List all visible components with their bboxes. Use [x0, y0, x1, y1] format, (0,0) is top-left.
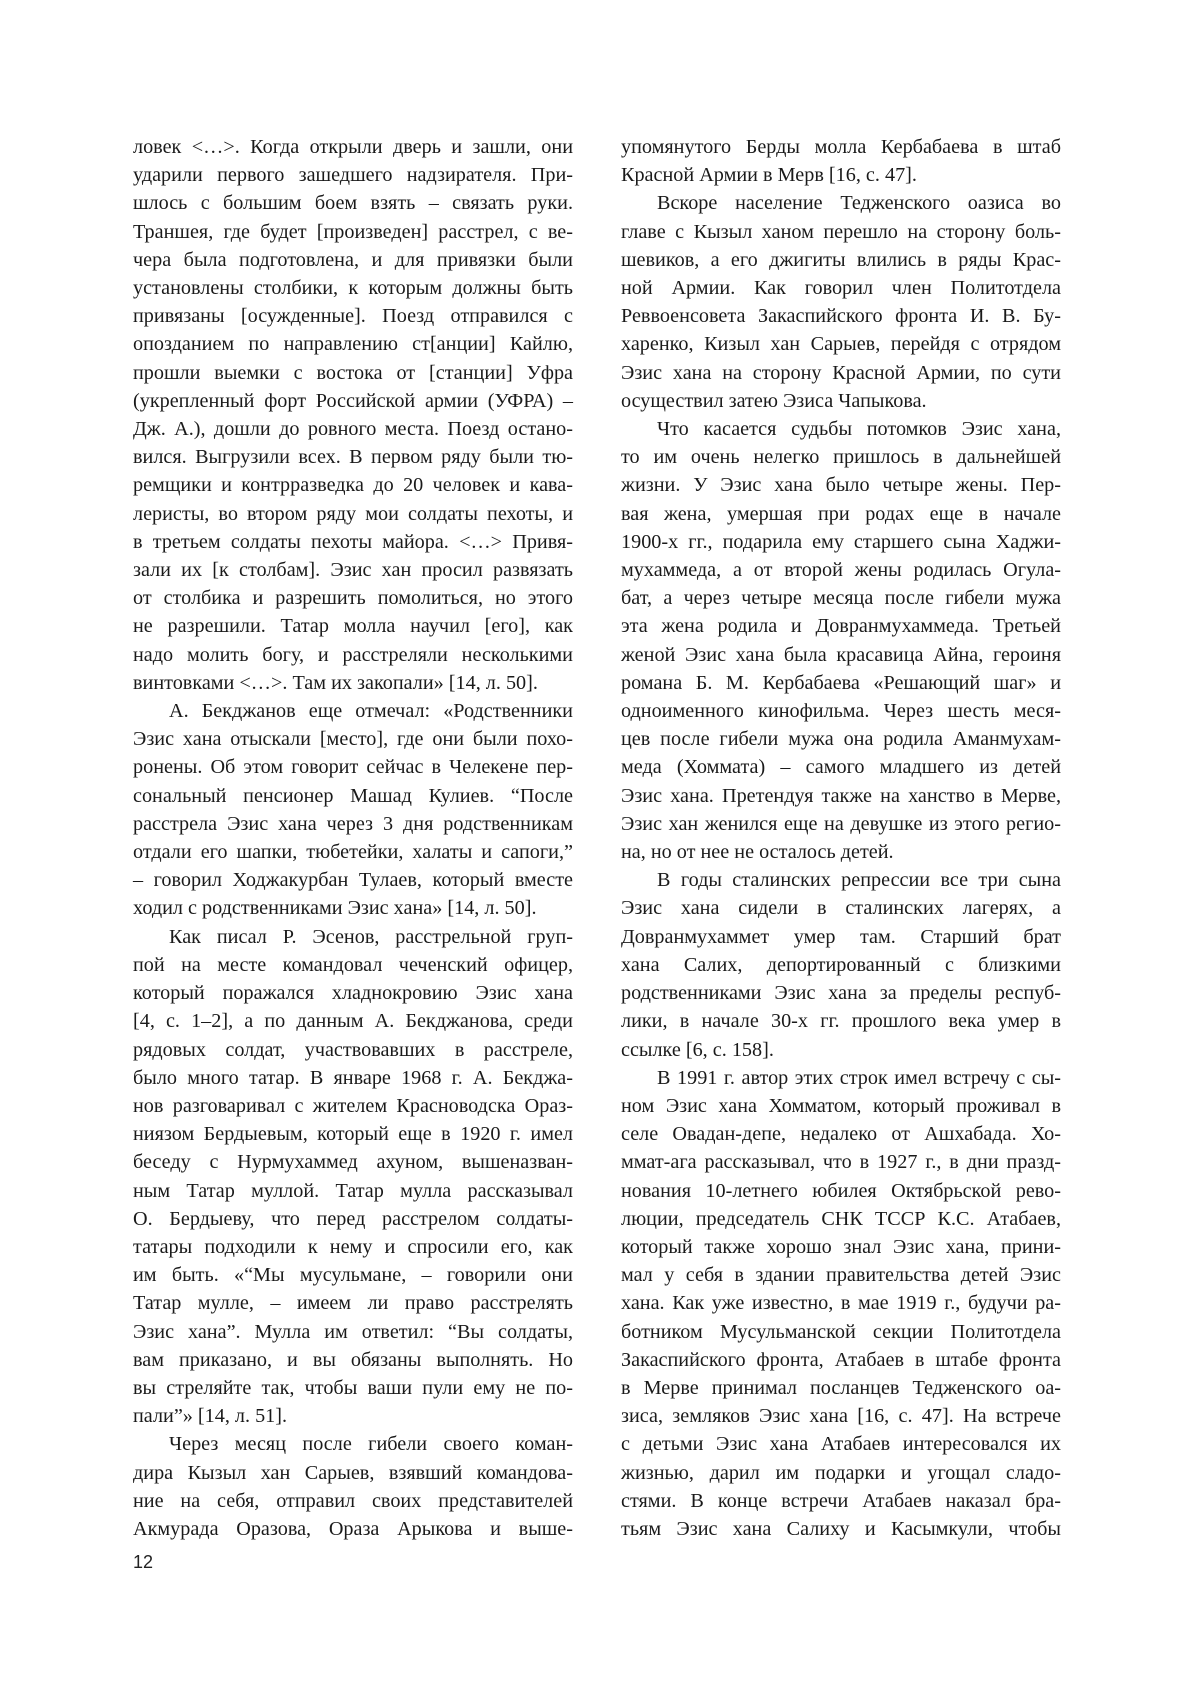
text-line: не разрешили. Татар молла научил [его], как — [133, 615, 573, 638]
text-line: шлось с большим боем взять – связать руки. — [133, 192, 573, 215]
text-line: селе Овадан-депе, недалеко от Ашхабада. Хо- — [621, 1123, 1061, 1146]
text-line: жизни. У Эзис хана было четыре жены. Пер- — [621, 474, 1061, 497]
text-line: ниязом Бердыевым, который еще в 1920 г. имел — [133, 1123, 573, 1146]
text-line: в Мерве принимал посланцев Тедженского оа- — [621, 1376, 1061, 1399]
text-line: романа Б. М. Кербабаева «Решающий шаг» и — [621, 671, 1061, 694]
paragraph-first-line: Через месяц после гибели своего коман- — [169, 1433, 573, 1456]
text-line: ботником Мусульманской секции Политотдела — [621, 1320, 1061, 1343]
text-line: (укрепленный форт Российской армии (УФРА) – — [133, 389, 573, 412]
text-line: Эзис хана. Претендуя также на ханство в Мерве, — [621, 784, 1061, 807]
text-line: зиса, земляков Эзис хана [16, с. 47]. На встрече — [621, 1405, 1061, 1428]
text-line: нов разговаривал с жителем Красноводска Ораз- — [133, 1094, 573, 1117]
text-line: родственниками Эзис хана за пределы респуб- — [621, 982, 1061, 1005]
text-line: ном Эзис хана Хомматом, который проживал в — [621, 1094, 1061, 1117]
text-line: с детьми Эзис хана Атабаев интересовался их — [621, 1433, 1061, 1456]
text-line: привязаны [осужденные]. Поезд отправился с — [133, 305, 573, 328]
text-line: меда (Хоммата) – самого младшего из детей — [621, 756, 1061, 779]
text-line: им быть. «“Мы мусульмане, – говорили они — [133, 1264, 573, 1287]
text-line: прошли выемки с востока от [станции] Уфра — [133, 361, 573, 384]
text-line: Татар мулле, – имеем ли право расстрелять — [133, 1292, 573, 1315]
text-line: эта жена родила и Довранмухаммеда. Третьей — [621, 615, 1061, 638]
text-line: леристы, во втором ряду мои солдаты пехоты, и — [133, 502, 573, 525]
paragraph-first-line: А. Бекджанов еще отмечал: «Родственники — [169, 700, 573, 723]
text-line: Дж. А.), дошли до ровного места. Поезд остано- — [133, 418, 573, 441]
text-line: то им очень нелегко пришлось в дальнейшей — [621, 446, 1061, 469]
text-line: бат, а через четыре месяца после гибели мужа — [621, 587, 1061, 610]
text-line: от столбика и разрешить помолиться, но этого — [133, 587, 573, 610]
text-line: одноименного кинофильма. Через шесть меся- — [621, 700, 1061, 723]
text-line: установлены столбики, к которым должны быть — [133, 277, 573, 300]
text-line: татары подходили к нему и спросили его, как — [133, 1235, 573, 1258]
text-line: тьям Эзис хана Салиху и Касымкули, чтобы — [621, 1517, 1061, 1540]
text-line: ным Татар муллой. Татар мулла рассказывал — [133, 1179, 573, 1202]
text-line: вая жена, умершая при родах еще в начале — [621, 502, 1061, 525]
text-line: Довранмухаммет умер там. Старший брат — [621, 925, 1061, 948]
text-line: цев после гибели мужа она родила Аманмухам- — [621, 728, 1061, 751]
text-line: женой Эзис хана была красавица Айна, героиня — [621, 643, 1061, 666]
text-line: – говорил Ходжакурбан Тулаев, который вместе — [133, 869, 573, 892]
text-line: ммат-ага рассказывал, что в 1927 г., в дни празд- — [621, 1151, 1061, 1174]
text-line: пали”» [14, л. 51]. — [133, 1405, 288, 1428]
text-line: лики, в начале 30-х гг. прошлого века умер в — [621, 1010, 1061, 1033]
text-line: ной Армии. Как говорил член Политотдела — [621, 277, 1061, 300]
text-line: ударили первого зашедшего надзирателя. При- — [133, 164, 573, 187]
text-line: зали их [к столбам]. Эзис хан просил развязать — [133, 559, 573, 582]
text-line: беседу с Нурмухаммед ахуном, вышеназван- — [133, 1151, 573, 1174]
text-line: мал у себя в здании правительства детей Эзис — [621, 1264, 1061, 1287]
text-line: на, но от нее не осталось детей. — [621, 841, 894, 864]
text-line: 1900-х гг., подарила ему старшего сына Хаджи- — [621, 530, 1061, 553]
text-line: харенко, Кизыл хан Сарыев, перейдя с отрядом — [621, 333, 1061, 356]
text-line: Реввоенсовета Закаспийского фронта И. В. Бу- — [621, 305, 1061, 328]
text-line: главе с Кызыл ханом перешло на сторону боль- — [621, 220, 1061, 243]
text-line: ронены. Об этом говорит сейчас в Челекене пер- — [133, 756, 573, 779]
text-line: в третьем солдаты пехоты майора. <…> Привя- — [133, 530, 573, 553]
text-line: вился. Выгрузили всех. В первом ряду были тю- — [133, 446, 573, 469]
text-line: ремщики и контрразведка до 20 человек и кава- — [133, 474, 573, 497]
text-line: расстрела Эзис хана через 3 дня родственникам — [133, 812, 573, 835]
text-line: нования 10-летнего юбилея Октябрьской рево- — [621, 1179, 1061, 1202]
paragraph-first-line: В годы сталинских репрессии все три сына — [657, 869, 1061, 892]
text-line: чера была подготовлена, и для привязки были — [133, 248, 573, 271]
right-text-column — [621, 133, 1061, 1543]
text-line: Эзис хана сидели в сталинских лагерях, а — [621, 897, 1061, 920]
text-line: было много татар. В январе 1968 г. А. Бекджа- — [133, 1066, 573, 1089]
left-text-column — [133, 133, 573, 1543]
text-line: винтовками <…>. Там их закопали» [14, л. 50]. — [133, 671, 538, 694]
text-line: люции, председатель СНК ТССР К.С. Атабаев, — [621, 1207, 1061, 1230]
page-number: 12 — [133, 1552, 154, 1572]
text-line: Эзис хана на сторону Красной Армии, по сути — [621, 361, 1061, 384]
paragraph-first-line: В 1991 г. автор этих строк имел встречу с сы- — [657, 1066, 1061, 1089]
paragraph-first-line: Как писал Р. Эсенов, расстрельной груп- — [169, 925, 573, 948]
text-line: дира Кызыл хан Сарыев, взявший командова- — [133, 1461, 573, 1484]
text-line: Акмурада Оразова, Ораза Арыкова и выше- — [133, 1517, 573, 1540]
text-line: надо молить богу, и расстреляли несколькими — [133, 643, 573, 666]
text-line: упомянутого Берды молла Кербабаева в штаб — [621, 136, 1061, 158]
text-line: ние на себя, отправил своих представителей — [133, 1489, 573, 1512]
text-line: Красной Армии в Мерв [16, с. 47]. — [621, 164, 917, 187]
text-line: хана. Как уже известно, в мае 1919 г., будучи ра- — [621, 1292, 1061, 1315]
text-line: хана Салих, депортированный с близкими — [621, 953, 1061, 976]
paragraph-first-line: Что касается судьбы потомков Эзис хана, — [657, 418, 1061, 441]
text-line: Эзис хана отыскали [место], где они были похо- — [133, 728, 573, 751]
text-line: стями. В конце встречи Атабаев наказал бра- — [621, 1489, 1061, 1512]
paragraph-first-line: Вскоре население Тедженского оазиса во — [657, 192, 1061, 215]
text-line: вам приказано, и вы обязаны выполнять. Но — [133, 1348, 573, 1371]
text-line: [4, с. 1–2], а по данным А. Бекджанова, среди — [133, 1010, 573, 1033]
text-line: который также хорошо знал Эзис хана, прини- — [621, 1235, 1061, 1258]
text-line: пой на месте командовал чеченский офицер, — [133, 953, 573, 976]
text-line: жизнью, дарил им подарки и угощал сладо- — [621, 1461, 1061, 1484]
text-line: О. Бердыеву, что перед расстрелом солдаты- — [133, 1207, 573, 1230]
text-line: вы стреляйте так, чтобы ваши пули ему не по- — [133, 1376, 573, 1399]
text-line: сональный пенсионер Машад Кулиев. “После — [133, 784, 573, 807]
text-line: ловек <…>. Когда открыли дверь и зашли, они — [133, 136, 573, 158]
text-line: ходил с родственниками Эзис хана» [14, л. 50]. — [133, 897, 537, 920]
text-line: мухаммеда, а от второй жены родилась Огула- — [621, 559, 1061, 582]
text-line: который поражался хладнокровию Эзис хана — [133, 982, 573, 1005]
text-line: отдали его шапки, тюбетейки, халаты и сапоги,” — [133, 841, 573, 864]
text-line: Эзис хан женился еще на девушке из этого регио- — [621, 812, 1061, 835]
text-line: Закаспийского фронта, Атабаев в штабе фронта — [621, 1348, 1061, 1371]
text-line: Траншея, где будет [произведен] расстрел, с ве- — [133, 220, 573, 243]
text-line: опозданием по направлению ст[анции] Кайлю, — [133, 333, 573, 356]
text-line: Эзис хана”. Мулла им ответил: “Вы солдаты, — [133, 1320, 573, 1343]
text-line: рядовых солдат, участвовавших в расстреле, — [133, 1038, 573, 1061]
text-line: осуществил затею Эзиса Чапыкова. — [621, 389, 927, 412]
text-line: ссылке [6, с. 158]. — [621, 1038, 774, 1061]
text-line: шевиков, а его джигиты влились в ряды Крас- — [621, 248, 1061, 271]
